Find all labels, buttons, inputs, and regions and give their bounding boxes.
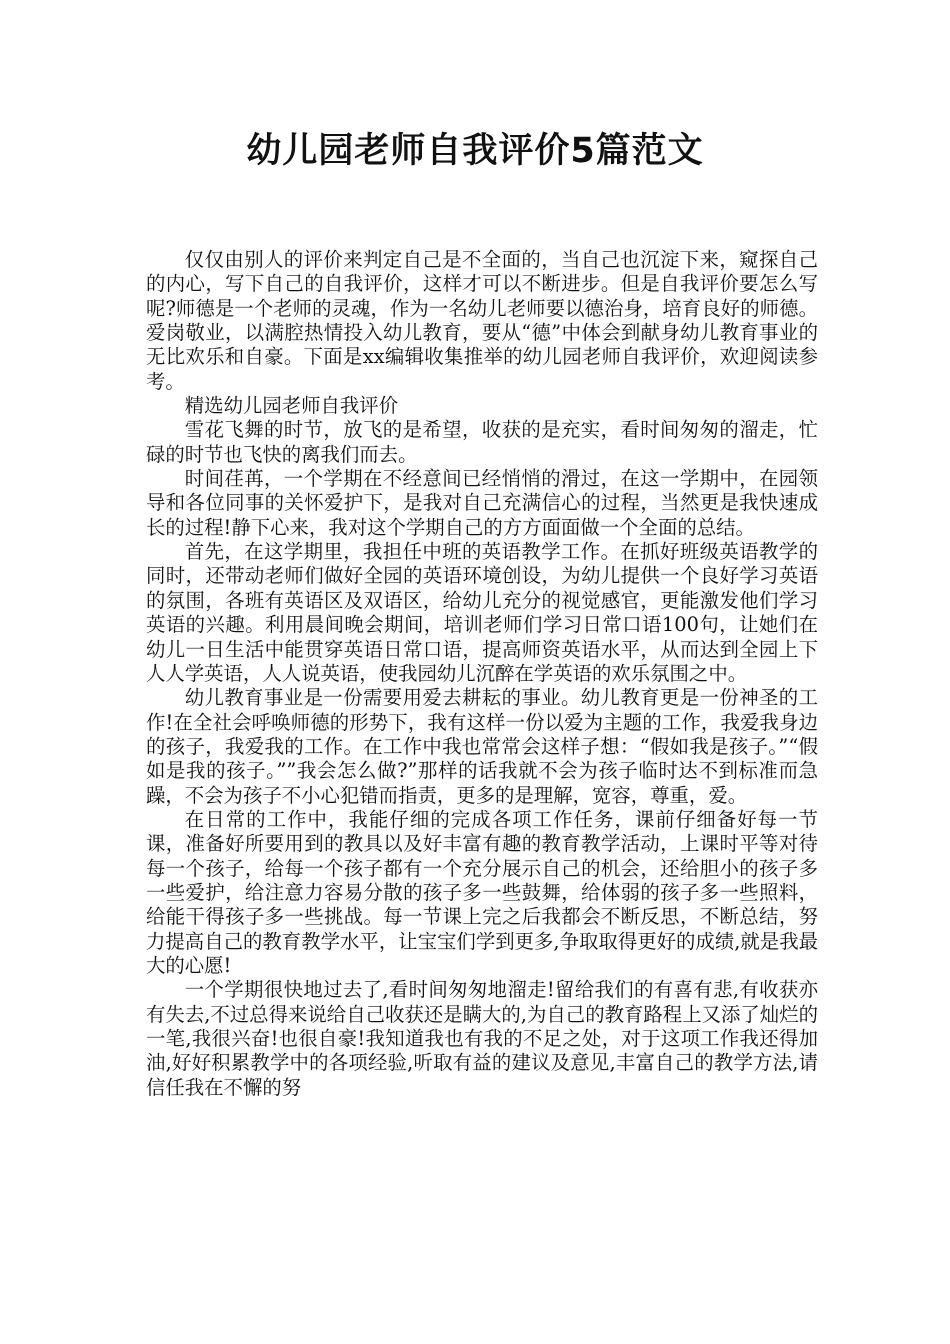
paragraph: 在日常的工作中，我能仔细的完成各项工作任务，课前仔细备好每一节课，准备好所要用到的教具以及好丰富有趣的教育教学活动，上课时平等对待每一个孩子，给每一个孩子都有一个充分展示自己的机会，还给胆小的孩子多一些爱护，给注意力容易分散的孩子多一些鼓舞，给体弱的孩子多一些照料，给能干得孩子多一些挑战。每一节课上完之后我都会不断反思，不断总结，努力提高自己的教育教学水平，让宝宝们学到更多,争取取得更好的成绩,就是我最大的心愿! [146,807,818,977]
paragraph: 时间荏苒，一个学期在不经意间已经悄悄的滑过，在这一学期中，在园领导和各位同事的关怀爱护下，是我对自己充满信心的过程，当然更是我快速成长的过程!静下心来，我对这个学期自己的方方面面做一个全面的总结。 [146,467,818,539]
paragraph: 幼儿教育事业是一份需要用爱去耕耘的事业。幼儿教育更是一份神圣的工作!在全社会呼唤师德的形势下，我有这样一份以爱为主题的工作，我爱我身边的孩子，我爱我的工作。在工作中我也常常会这样子想：“假如我是孩子。”“假如是我的孩子。””我会怎么做?”那样的话我就不会为孩子临时达不到标准而急躁，不会为孩子不小心犯错而指责，更多的是理解，宽容，尊重，爱。 [146,686,818,807]
paragraph: 雪花飞舞的时节，放飞的是希望，收获的是充实，看时间匆匆的溜走，忙碌的时节也飞快的离我们而去。 [146,418,818,466]
section-heading: 精选幼儿园老师自我评价 [184,394,399,418]
document-body [146,248,818,1100]
document-title: 幼儿园老师自我评价5篇范文 [246,131,704,171]
paragraph: 一个学期很快地过去了,看时间匆匆地溜走!留给我们的有喜有悲,有收获亦有失去,不过总得来说给自己收获还是瞒大的,为自己的教育路程上又添了灿烂的一笔,我很兴奋!也很自豪!我知道我也有我的不足之处，对于这项工作我还得加油,好好积累教学中的各项经验,听取有益的建议及意见,丰富自己的教学方法,请信任我在不懈的努 [146,978,818,1099]
paragraph: 首先，在这学期里，我担任中班的英语教学工作。在抓好班级英语教学的同时，还带动老师们做好全园的英语环境创设，为幼儿提供一个良好学习英语的氛围，各班有英语区及双语区，给幼儿充分的视觉感官，更能激发他们学习英语的兴趣。利用晨间晚会期间，培训老师们学习日常口语100句，让她们在幼儿一日生活中能贯穿英语日常口语，提高师资英语水平，从而达到全园上下人人学英语，人人说英语，使我园幼儿沉醉在学英语的欢乐氛围之中。 [146,540,818,685]
paragraph-intro: 仅仅由别人的评价来判定自己是不全面的，当自己也沉淀下来，窥探自己的内心，写下自己的自我评价，这样才可以不断进步。但是自我评价要怎么写呢?师德是一个老师的灵魂，作为一名幼儿老师要以德治身，培育良好的师德。爱岗敬业，以满腔热情投入幼儿教育，要从“德”中体会到献身幼儿教育事业的无比欢乐和自豪。下面是xx编辑收集推举的幼儿园老师自我评价，欢迎阅读参考。 [146,248,818,393]
